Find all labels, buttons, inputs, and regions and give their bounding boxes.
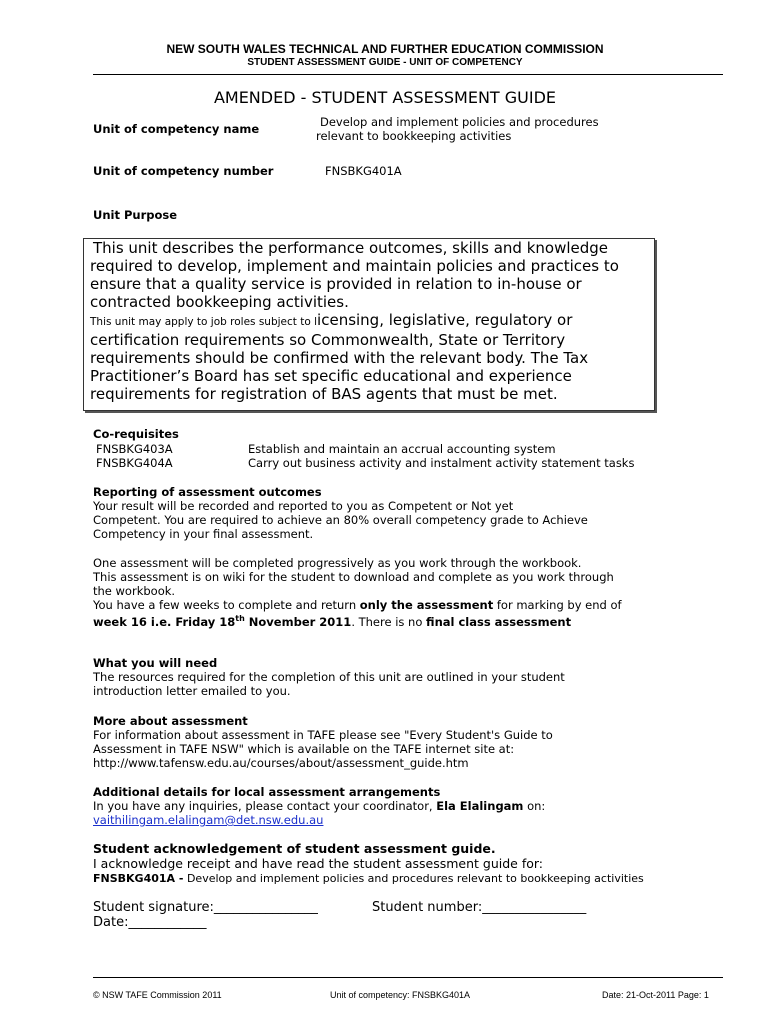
reporting-emphasis: week 16 i.e. Friday 18 [93, 614, 236, 629]
footer-unit: Unit of competency: FNSBKG401A [330, 990, 471, 1000]
coordinator-name: Ela Elalingam [436, 799, 524, 813]
unit-name-value-line: relevant to bookkeeping activities [316, 129, 512, 143]
header-divider [93, 74, 723, 75]
additional-fragment: In you have any inquiries, please contact your coordinator, [93, 799, 437, 813]
more-line: Assessment in TAFE NSW" which is available on the TAFE internet site at: [93, 742, 515, 756]
purpose-line: requirements for registration of BAS agents that must be met. [90, 385, 558, 403]
corequisite-desc: Carry out business activity and instalment activity statement tasks [248, 456, 635, 470]
additional-fragment: on: [523, 799, 546, 813]
reporting-emphasis: November 2011 [244, 614, 352, 629]
unit-purpose-label: Unit Purpose [93, 208, 178, 222]
additional-text [93, 799, 713, 827]
purpose-big-text: icensing, legislative, regulatory or [317, 311, 573, 329]
date-field[interactable]: Date:____________ [93, 915, 207, 930]
need-line: The resources required for the completion of this unit are outlined in your student [93, 670, 565, 684]
reporting-line: Competency in your final assessment. [93, 527, 314, 541]
reporting-fragment: for marking by end of [493, 598, 622, 612]
reporting-emphasis: only the assessment [359, 598, 494, 612]
footer-divider [93, 977, 723, 978]
ack-unit-line [93, 872, 644, 885]
more-line: For information about assessment in TAFE please see "Every Student's Guide to [93, 728, 553, 742]
reporting-heading: Reporting of assessment outcomes [93, 485, 322, 499]
unit-number-value: FNSBKG401A [325, 164, 402, 178]
reporting-line: the workbook. [93, 584, 176, 598]
student-signature-field[interactable]: Student signature:________________ [93, 900, 318, 915]
reporting-text [93, 499, 713, 541]
purpose-line: ensure that a quality service is provided in relation to in-house or [90, 275, 582, 293]
unit-number-label: Unit of competency number [93, 164, 274, 178]
reporting-emphasis: final class assessment [426, 614, 572, 629]
ack-line: I acknowledge receipt and have read the student assessment guide for: [93, 856, 543, 871]
coordinator-email-link[interactable]: vaithilingam.elalingam@det.nsw.edu.au [93, 813, 324, 827]
reporting-line: One assessment will be completed progressively as you work through the workbook. [93, 556, 582, 570]
reporting-text-2 [93, 556, 713, 629]
page-title: AMENDED - STUDENT ASSESSMENT GUIDE [213, 88, 557, 107]
header-subtitle: STUDENT ASSESSMENT GUIDE - UNIT OF COMPETENCY [247, 57, 523, 68]
more-heading: More about assessment [93, 714, 248, 728]
ack-unit-desc: Develop and implement policies and procedures relevant to bookkeeping activities [183, 872, 644, 885]
purpose-line [90, 311, 655, 331]
reporting-fragment: You have a few weeks to complete and return [93, 598, 360, 612]
reporting-fragment: . There is no [351, 614, 427, 629]
corequisites-heading: Co-requisites [93, 427, 179, 441]
reporting-line [93, 598, 713, 612]
additional-heading: Additional details for local assessment arrangements [93, 785, 441, 799]
unit-name-label: Unit of competency name [93, 122, 260, 136]
ack-heading: Student acknowledgement of student assessment guide. [93, 841, 496, 856]
header-commission: NEW SOUTH WALES TECHNICAL AND FURTHER EDUCATION COMMISSION [166, 42, 604, 56]
ack-unit-code: FNSBKG401A - [93, 872, 184, 885]
purpose-line: Practitioner’s Board has set specific educational and experience [90, 367, 572, 385]
purpose-line: required to develop, implement and maintain policies and practices to [90, 257, 619, 275]
footer-date-page: Date: 21-Oct-2011 Page: 1 [602, 990, 709, 1000]
additional-line [93, 799, 713, 813]
unit-name-value [316, 115, 599, 143]
purpose-line: This unit describes the performance outcomes, skills and knowledge [93, 239, 609, 257]
assessment-guide-url: http://www.tafensw.edu.au/courses/about/assessment_guide.htm [93, 756, 469, 770]
unit-purpose-text [90, 239, 655, 403]
footer-copyright: © NSW TAFE Commission 2011 [93, 990, 222, 1000]
reporting-line [93, 612, 713, 629]
corequisite-code: FNSBKG403A [96, 442, 173, 456]
corequisite-desc: Establish and maintain an accrual accounting system [248, 442, 556, 456]
need-heading: What you will need [93, 656, 218, 670]
reporting-superscript: th [235, 614, 245, 623]
purpose-line: contracted bookkeeping activities. [90, 293, 349, 311]
corequisite-code: FNSBKG404A [96, 456, 173, 470]
unit-name-value-line: Develop and implement policies and procedures [320, 115, 599, 129]
need-line: introduction letter emailed to you. [93, 684, 291, 698]
purpose-small-text: This unit may apply to job roles subject to l [90, 316, 318, 328]
need-text [93, 670, 713, 698]
purpose-line: requirements should be confirmed with the relevant body. The Tax [90, 349, 589, 367]
purpose-line: certification requirements so Commonwealth, State or Territory [90, 331, 566, 349]
reporting-line: This assessment is on wiki for the student to download and complete as you work through [93, 570, 614, 584]
reporting-line: Your result will be recorded and reported to you as Competent or Not yet [93, 499, 514, 513]
reporting-line: Competent. You are required to achieve an 80% overall competency grade to Achieve [93, 513, 588, 527]
student-number-field[interactable]: Student number:________________ [372, 900, 587, 915]
more-text [93, 728, 713, 770]
